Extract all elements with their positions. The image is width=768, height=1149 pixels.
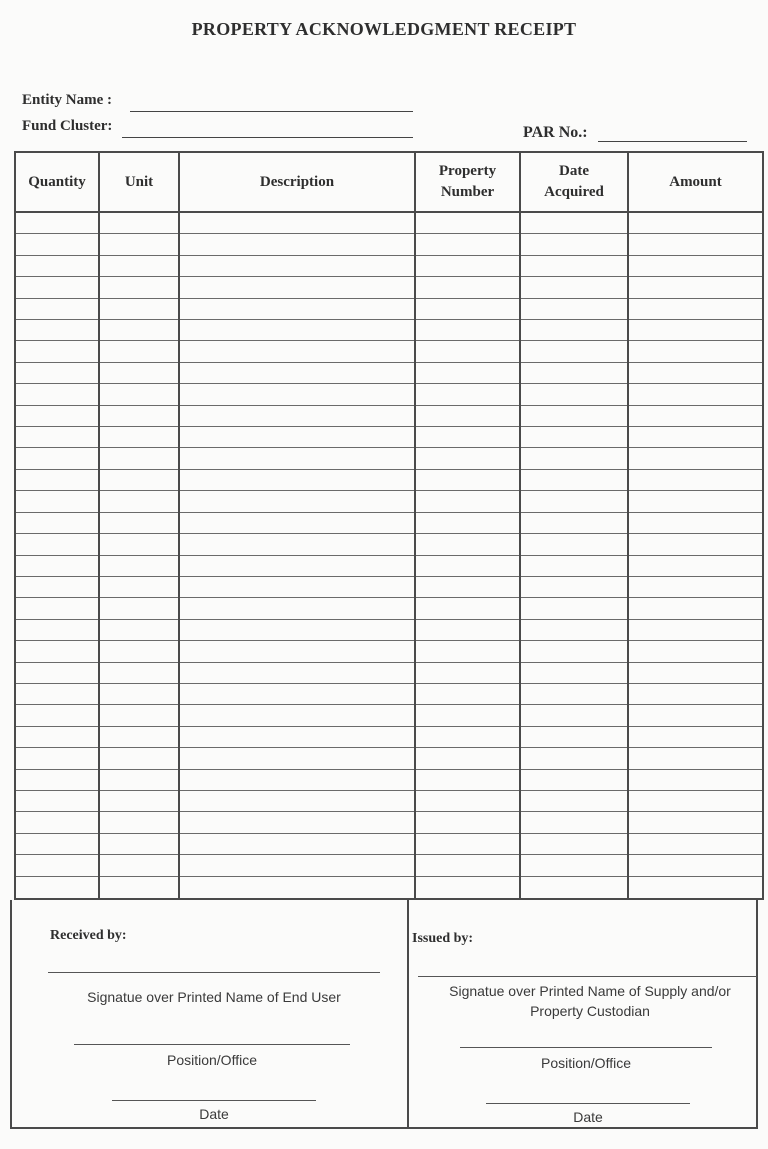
received-by-label: Received by: xyxy=(50,928,127,943)
entity-name-label: Entity Name : xyxy=(22,92,112,108)
column-header-property-number: Property Number xyxy=(438,163,497,200)
table-row[interactable] xyxy=(16,663,762,684)
column-header-date-acquired: Date Acquired xyxy=(544,163,604,200)
table-row[interactable] xyxy=(16,406,762,427)
table-row[interactable] xyxy=(16,577,762,598)
table-row[interactable] xyxy=(16,513,762,534)
issued-by-label: Issued by: xyxy=(412,931,474,946)
column-divider xyxy=(98,153,100,898)
table-row[interactable] xyxy=(16,534,762,555)
table-row[interactable] xyxy=(16,491,762,512)
page-title: PROPERTY ACKNOWLEDGMENT RECEIPT xyxy=(191,19,577,39)
column-header-quantity: Quantity xyxy=(28,173,86,190)
table-row[interactable] xyxy=(16,256,762,277)
table-row[interactable] xyxy=(16,320,762,341)
table-row[interactable] xyxy=(16,234,762,255)
table-row[interactable] xyxy=(16,727,762,748)
table-row[interactable] xyxy=(16,684,762,705)
issued-signature-line[interactable] xyxy=(418,976,757,977)
entity-name-field[interactable] xyxy=(130,111,413,112)
table-row[interactable] xyxy=(16,556,762,577)
table-row[interactable] xyxy=(16,213,762,234)
column-header-unit: Unit xyxy=(124,173,154,190)
table-header xyxy=(16,153,762,213)
column-divider xyxy=(178,153,180,898)
table-row[interactable] xyxy=(16,834,762,855)
table-row[interactable] xyxy=(16,384,762,405)
par-no-field[interactable] xyxy=(598,141,747,142)
issued-date-caption: Date xyxy=(573,1109,603,1125)
signature-divider xyxy=(407,900,409,1127)
fund-cluster-label: Fund Cluster: xyxy=(22,118,113,134)
fund-cluster-field[interactable] xyxy=(122,137,413,138)
column-divider xyxy=(627,153,629,898)
column-header-description: Description xyxy=(259,173,335,190)
table-row[interactable] xyxy=(16,748,762,769)
table-row[interactable] xyxy=(16,855,762,876)
received-signature-caption: Signatue over Printed Name of End User xyxy=(87,989,341,1005)
par-no-label: PAR No.: xyxy=(523,124,588,141)
received-position-caption: Position/Office xyxy=(166,1052,257,1068)
table-row[interactable] xyxy=(16,470,762,491)
table-row[interactable] xyxy=(16,448,762,469)
received-date-line[interactable] xyxy=(112,1100,316,1101)
received-date-caption: Date xyxy=(199,1106,229,1122)
signature-section xyxy=(10,900,758,1129)
column-divider xyxy=(519,153,521,898)
table-row[interactable] xyxy=(16,705,762,726)
issued-signature-caption: Signatue over Printed Name of Supply and/or Property Custodian xyxy=(449,983,731,1019)
table-row[interactable] xyxy=(16,812,762,833)
issued-position-caption: Position/Office xyxy=(540,1055,631,1071)
issued-position-line[interactable] xyxy=(460,1047,712,1048)
table-row[interactable] xyxy=(16,877,762,898)
column-divider xyxy=(414,153,416,898)
table-row[interactable] xyxy=(16,299,762,320)
table-row[interactable] xyxy=(16,427,762,448)
column-header-amount: Amount xyxy=(669,173,722,190)
table-row[interactable] xyxy=(16,641,762,662)
received-position-line[interactable] xyxy=(74,1044,350,1045)
table-row[interactable] xyxy=(16,363,762,384)
received-signature-line[interactable] xyxy=(48,972,380,973)
property-table xyxy=(14,151,764,900)
issued-date-line[interactable] xyxy=(486,1103,690,1104)
table-row[interactable] xyxy=(16,620,762,641)
table-row[interactable] xyxy=(16,598,762,619)
table-row[interactable] xyxy=(16,770,762,791)
table-row[interactable] xyxy=(16,277,762,298)
table-row[interactable] xyxy=(16,791,762,812)
table-row[interactable] xyxy=(16,341,762,362)
table-body xyxy=(16,213,762,898)
